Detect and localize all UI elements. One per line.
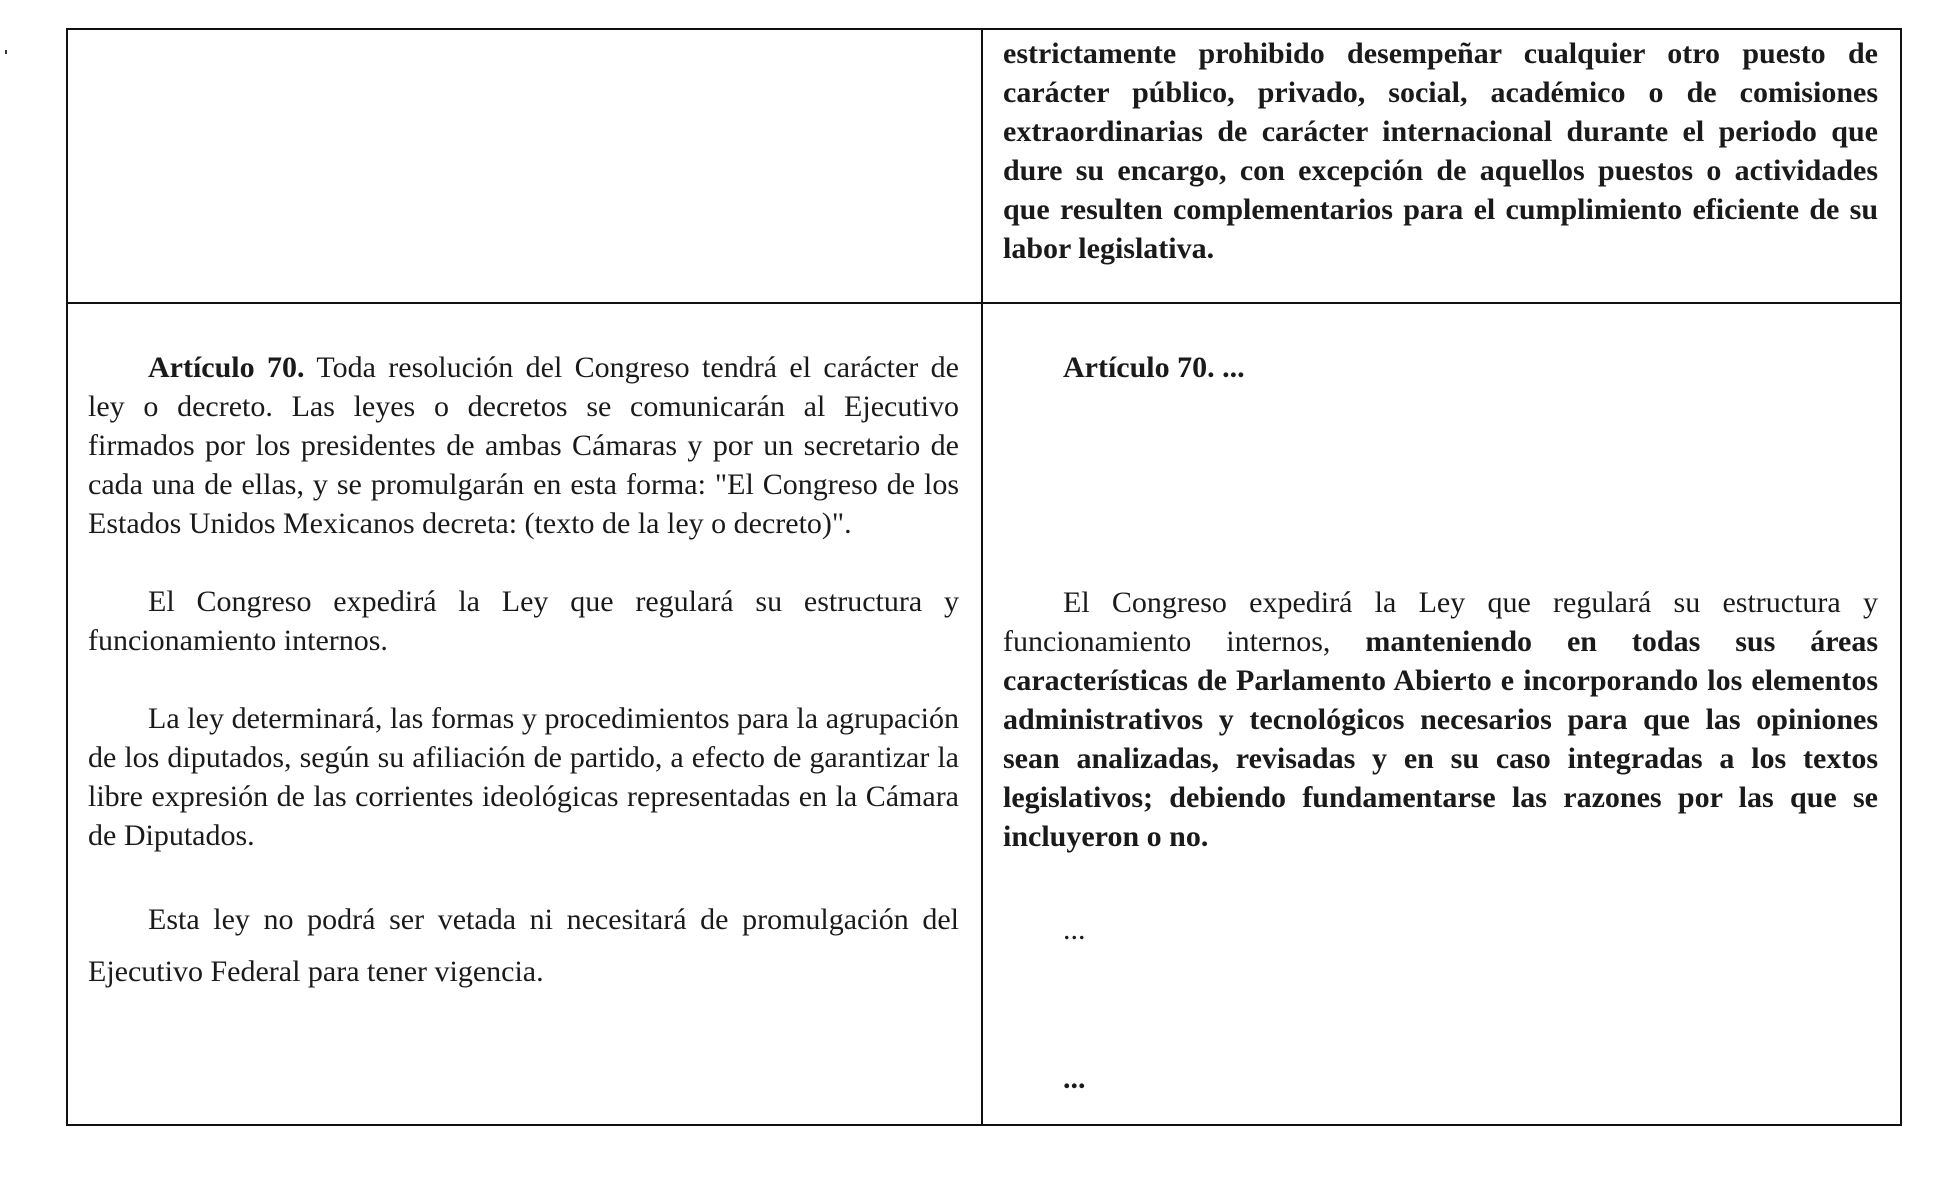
article-heading: Artículo 70. <box>148 351 305 384</box>
article-70-current-paragraph-3: La ley determinará, las formas y procedimientos para la agrupación de los diputados, según su afiliación de partido, a efecto de garantizar la libre expresión de las corrientes ideológicas representadas en la Cámara de Diputados. <box>88 702 959 852</box>
article-70-current-paragraph-1 <box>88 348 959 543</box>
top-right-paragraph: estrictamente prohibido desempeñar cualquier otro puesto de carácter público, privado, social, académico o de comisiones extraordinarias de carácter internacional durante el periodo que dure su encargo, con excepción de aquellos puestos o actividades que resulten complementarios para el cumplimiento eficiente de su labor legislativa. <box>1003 37 1878 265</box>
ellipsis-2: ... <box>1063 1062 1086 1095</box>
cell-main-right <box>982 303 1901 1125</box>
article-70-proposed-paragraph-2 <box>1003 583 1878 856</box>
scan-artifact <box>5 50 7 54</box>
cell-top-left <box>67 29 982 303</box>
table-row-main <box>67 303 1901 1125</box>
cell-main-left <box>67 303 982 1125</box>
proposed-plain-text: El Congreso expedirá la Ley que regulará su estructura y funcionamiento internos, <box>1003 586 1878 658</box>
article-70-proposed-heading: Artículo 70. ... <box>1063 351 1245 384</box>
comparison-table <box>66 28 1902 1126</box>
article-70-current-paragraph-2: El Congreso expedirá la Ley que regulará su estructura y funcionamiento internos. <box>88 585 959 657</box>
cell-top-right <box>982 29 1901 303</box>
table-row-top <box>67 29 1901 303</box>
article-70-current-paragraph-4: Esta ley no podrá ser vetada ni necesitará de promulgación del Ejecutivo Federal para tener vigencia. <box>88 903 959 988</box>
article-text: Toda resolución del Congreso tendrá el carácter de ley o decreto. Las leyes o decretos se comunicarán al Ejecutivo firmados por los presidentes de ambas Cámaras y por un secretario de cada una de ellas, y se promulgarán en esta forma: "El Congreso de los Estados Unidos Mexicanos decreta: (texto de la ley o decreto)". <box>88 351 959 540</box>
proposed-bold-text: manteniendo en todas sus áreas características de Parlamento Abierto e incorporando los elementos administrativos y tecnológicos necesarios para que las opiniones sean analizadas, revisadas y en su caso integradas a los textos legislativos; debiendo fundamentarse las razones por las que se incluyeron o no. <box>1003 625 1878 853</box>
ellipsis-1: ... <box>1063 913 1086 946</box>
